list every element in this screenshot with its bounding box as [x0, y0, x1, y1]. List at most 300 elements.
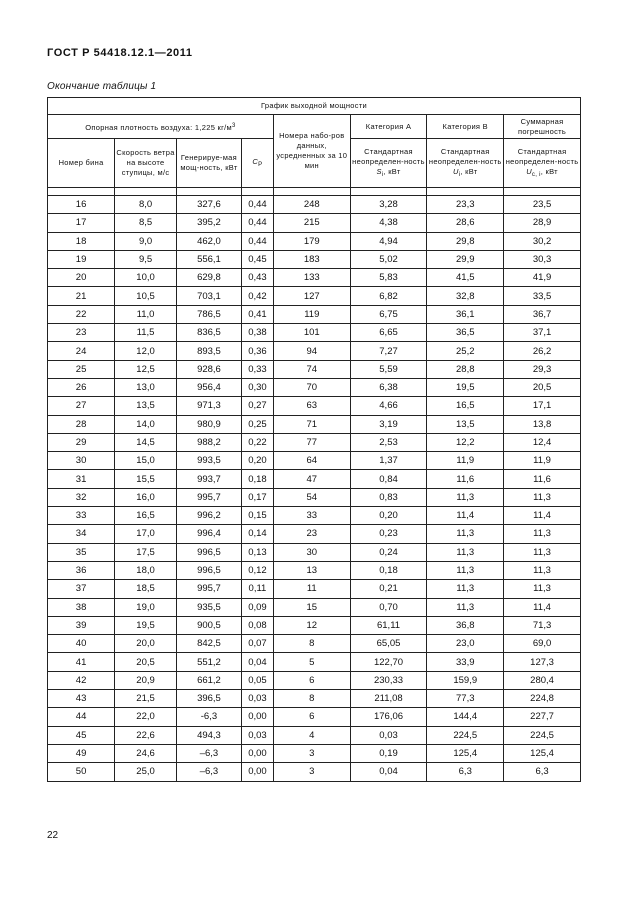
power-output-cell: 556,1: [176, 250, 241, 268]
bin-number-cell: 25: [48, 360, 115, 378]
dataset-count-cell: 70: [273, 378, 350, 396]
table-row: [48, 635, 581, 653]
cp-value-cell: 0,45: [241, 250, 273, 268]
table-row: [48, 580, 581, 598]
cp-value-cell: 0,14: [241, 525, 273, 543]
wind-speed-cell: 20,5: [115, 653, 177, 671]
dataset-count-cell: 127: [273, 287, 350, 305]
cp-value-cell: 0,09: [241, 598, 273, 616]
uncertainty-b-cell: 23,3: [427, 196, 504, 214]
uncertainty-combined-cell: 20,5: [504, 378, 581, 396]
uncertainty-b-cell: 32,8: [427, 287, 504, 305]
power-output-cell: 396,5: [176, 690, 241, 708]
wind-speed-cell: 11,5: [115, 324, 177, 342]
wind-speed-cell: 20,9: [115, 671, 177, 689]
power-output-cell: 462,0: [176, 232, 241, 250]
power-output-cell: 551,2: [176, 653, 241, 671]
power-output-cell: 703,1: [176, 287, 241, 305]
uncertainty-combined-cell: 224,8: [504, 690, 581, 708]
power-output-cell: 996,2: [176, 507, 241, 525]
wind-speed-cell: 8,5: [115, 214, 177, 232]
bin-number-cell: 49: [48, 744, 115, 762]
table-title: График выходной мощности: [48, 98, 581, 115]
dataset-count-cell: 15: [273, 598, 350, 616]
wind-speed-cell: 9,0: [115, 232, 177, 250]
uncertainty-a-cell: 6,65: [350, 324, 427, 342]
uncertainty-combined-cell: 127,3: [504, 653, 581, 671]
uncertainty-combined-cell: 36,7: [504, 305, 581, 323]
table-row: [48, 470, 581, 488]
dataset-count-cell: 3: [273, 763, 350, 781]
table-row: [48, 305, 581, 323]
dataset-count-cell: 94: [273, 342, 350, 360]
uncertainty-b-cell: 159,9: [427, 671, 504, 689]
wind-speed-cell: 16,0: [115, 488, 177, 506]
bin-number-cell: 17: [48, 214, 115, 232]
uncertainty-a-cell: 0,21: [350, 580, 427, 598]
wind-speed-cell: 9,5: [115, 250, 177, 268]
cp-value-cell: 0,27: [241, 397, 273, 415]
power-output-cell: 993,7: [176, 470, 241, 488]
category-b-header: Категория В: [427, 115, 504, 139]
table-row: [48, 598, 581, 616]
bin-number-cell: 20: [48, 269, 115, 287]
power-output-cell: 996,5: [176, 561, 241, 579]
dataset-count-cell: 30: [273, 543, 350, 561]
uncertainty-combined-cell: 11,3: [504, 561, 581, 579]
uncertainty-b-cell: 11,3: [427, 598, 504, 616]
power-curve-table: [47, 97, 581, 782]
bin-number-cell: 33: [48, 507, 115, 525]
uncertainty-b-cell: 25,2: [427, 342, 504, 360]
wind-speed-cell: 14,5: [115, 433, 177, 451]
cp-value-cell: 0,08: [241, 616, 273, 634]
table-row: [48, 452, 581, 470]
bin-number-cell: 40: [48, 635, 115, 653]
uncertainty-combined-cell: 13,8: [504, 415, 581, 433]
cp-value-cell: 0,12: [241, 561, 273, 579]
cp-value-cell: 0,33: [241, 360, 273, 378]
dataset-count-cell: 77: [273, 433, 350, 451]
bin-number-cell: 32: [48, 488, 115, 506]
uncertainty-a-cell: 0,84: [350, 470, 427, 488]
uncertainty-b-cell: 16,5: [427, 397, 504, 415]
power-output-cell: 928,6: [176, 360, 241, 378]
table-row: [48, 763, 581, 781]
table-row: [48, 653, 581, 671]
cp-value-cell: 0,36: [241, 342, 273, 360]
cp-value-cell: 0,38: [241, 324, 273, 342]
table-row: [48, 671, 581, 689]
uncertainty-b-cell: 12,2: [427, 433, 504, 451]
bin-number-cell: 38: [48, 598, 115, 616]
uncertainty-combined-cell: 11,3: [504, 580, 581, 598]
power-output-cell: 842,5: [176, 635, 241, 653]
uncertainty-a-cell: 5,02: [350, 250, 427, 268]
uncertainty-combined-cell: 33,5: [504, 287, 581, 305]
bin-number-cell: 30: [48, 452, 115, 470]
dataset-count-cell: 119: [273, 305, 350, 323]
uncertainty-a-cell: 0,20: [350, 507, 427, 525]
uncertainty-a-cell: 6,38: [350, 378, 427, 396]
uncertainty-combined-cell: 71,3: [504, 616, 581, 634]
uncertainty-combined-cell: 11,4: [504, 507, 581, 525]
cp-value-cell: 0,43: [241, 269, 273, 287]
bin-number-header: Номер бина: [48, 139, 115, 188]
uncertainty-a-cell: 211,08: [350, 690, 427, 708]
power-output-cell: 893,5: [176, 342, 241, 360]
power-output-cell: 996,5: [176, 543, 241, 561]
uncertainty-b-cell: 28,6: [427, 214, 504, 232]
cp-value-cell: 0,18: [241, 470, 273, 488]
uncertainty-b-cell: 36,1: [427, 305, 504, 323]
uncertainty-a-cell: 7,27: [350, 342, 427, 360]
wind-speed-cell: 10,0: [115, 269, 177, 287]
uncertainty-combined-cell: 11,3: [504, 525, 581, 543]
bin-number-cell: 24: [48, 342, 115, 360]
wind-speed-cell: 12,5: [115, 360, 177, 378]
power-output-cell: 996,4: [176, 525, 241, 543]
table-row: [48, 543, 581, 561]
category-a-header: Категория А: [350, 115, 427, 139]
wind-speed-cell: 15,5: [115, 470, 177, 488]
uncertainty-combined-cell: 11,3: [504, 543, 581, 561]
uncertainty-combined-cell: 30,3: [504, 250, 581, 268]
uncertainty-b-cell: 23,0: [427, 635, 504, 653]
bin-number-cell: 34: [48, 525, 115, 543]
dataset-count-cell: 6: [273, 671, 350, 689]
wind-speed-cell: 14,0: [115, 415, 177, 433]
uncertainty-b-cell: 29,8: [427, 232, 504, 250]
bin-number-cell: 50: [48, 763, 115, 781]
wind-speed-header: Скорость ветра на высоте ступицы, м/с: [115, 139, 177, 188]
dataset-count-cell: 33: [273, 507, 350, 525]
cp-value-cell: 0,44: [241, 214, 273, 232]
power-output-cell: 900,5: [176, 616, 241, 634]
uncertainty-a-cell: 3,28: [350, 196, 427, 214]
bin-number-cell: 36: [48, 561, 115, 579]
cp-value-cell: 0,20: [241, 452, 273, 470]
table-row: [48, 433, 581, 451]
uncertainty-combined-cell: 28,9: [504, 214, 581, 232]
dataset-count-cell: 54: [273, 488, 350, 506]
cp-value-cell: 0,04: [241, 653, 273, 671]
cp-value-cell: 0,00: [241, 708, 273, 726]
uncertainty-a-cell: 3,19: [350, 415, 427, 433]
uncertainty-a-cell: 1,37: [350, 452, 427, 470]
uncertainty-a-cell: 230,33: [350, 671, 427, 689]
uncertainty-combined-cell: 17,1: [504, 397, 581, 415]
uncertainty-combined-cell: 280,4: [504, 671, 581, 689]
uncertainty-a-cell: 176,06: [350, 708, 427, 726]
table-row: [48, 342, 581, 360]
uncertainty-b-cell: 11,3: [427, 525, 504, 543]
bin-number-cell: 22: [48, 305, 115, 323]
table-row: [48, 525, 581, 543]
uncertainty-b-cell: 224,5: [427, 726, 504, 744]
dataset-count-cell: 3: [273, 744, 350, 762]
power-output-cell: -6,3: [176, 708, 241, 726]
table-row: [48, 196, 581, 214]
uncertainty-b-cell: 41,5: [427, 269, 504, 287]
uncertainty-b-cell: 11,3: [427, 543, 504, 561]
power-output-cell: 993,5: [176, 452, 241, 470]
table-row: [48, 232, 581, 250]
uncertainty-b-cell: 125,4: [427, 744, 504, 762]
bin-number-cell: 35: [48, 543, 115, 561]
uncertainty-a-cell: 0,24: [350, 543, 427, 561]
uncertainty-combined-cell: 11,4: [504, 598, 581, 616]
uncertainty-combined-cell: 69,0: [504, 635, 581, 653]
table-row: [48, 287, 581, 305]
table-row: [48, 726, 581, 744]
uncertainty-b-cell: 144,4: [427, 708, 504, 726]
cp-value-cell: 0,17: [241, 488, 273, 506]
uncertainty-b-cell: 11,9: [427, 452, 504, 470]
bin-number-cell: 27: [48, 397, 115, 415]
bin-number-cell: 45: [48, 726, 115, 744]
header-gap: [48, 188, 581, 196]
bin-number-cell: 16: [48, 196, 115, 214]
bin-number-cell: 18: [48, 232, 115, 250]
power-output-cell: 988,2: [176, 433, 241, 451]
table-row: [48, 378, 581, 396]
uncertainty-combined-cell: 11,3: [504, 488, 581, 506]
dataset-count-cell: 11: [273, 580, 350, 598]
uncertainty-combined-cell: 6,3: [504, 763, 581, 781]
wind-speed-cell: 19,0: [115, 598, 177, 616]
power-output-cell: 995,7: [176, 488, 241, 506]
table-row: [48, 269, 581, 287]
wind-speed-cell: 8,0: [115, 196, 177, 214]
air-density-header: Опорная плотность воздуха: 1,225 $кг/м^3$: [48, 115, 274, 139]
dataset-count-cell: 8: [273, 690, 350, 708]
document-header: ГОСТ Р 54418.12.1—2011: [47, 47, 193, 59]
uncertainty-a-cell: 4,38: [350, 214, 427, 232]
dataset-count-cell: 133: [273, 269, 350, 287]
power-output-cell: 956,4: [176, 378, 241, 396]
table-row: [48, 415, 581, 433]
wind-speed-cell: 24,6: [115, 744, 177, 762]
power-output-cell: 995,7: [176, 580, 241, 598]
uncertainty-a-cell: 0,83: [350, 488, 427, 506]
table-row: [48, 360, 581, 378]
uncertainty-a-cell: 2,53: [350, 433, 427, 451]
uncertainty-a-header: Стандартная неопределен-ность $S_i$, кВт: [350, 139, 427, 188]
table-row: [48, 214, 581, 232]
uncertainty-b-cell: 6,3: [427, 763, 504, 781]
wind-speed-cell: 19,5: [115, 616, 177, 634]
power-output-cell: 980,9: [176, 415, 241, 433]
bin-number-cell: 31: [48, 470, 115, 488]
datasets-header: Номера набо-ров данных, усредненных за 10 мин: [273, 115, 350, 188]
uncertainty-a-cell: 0,03: [350, 726, 427, 744]
power-output-cell: 629,8: [176, 269, 241, 287]
dataset-count-cell: 71: [273, 415, 350, 433]
wind-speed-cell: 22,6: [115, 726, 177, 744]
dataset-count-cell: 8: [273, 635, 350, 653]
power-output-cell: 661,2: [176, 671, 241, 689]
power-output-cell: –6,3: [176, 744, 241, 762]
dataset-count-cell: 47: [273, 470, 350, 488]
uncertainty-combined-cell: 30,2: [504, 232, 581, 250]
power-output-cell: 395,2: [176, 214, 241, 232]
uncertainty-a-cell: 6,82: [350, 287, 427, 305]
uncertainty-b-cell: 28,8: [427, 360, 504, 378]
power-output-cell: 494,3: [176, 726, 241, 744]
cp-value-cell: 0,44: [241, 232, 273, 250]
power-output-cell: 935,5: [176, 598, 241, 616]
bin-number-cell: 26: [48, 378, 115, 396]
wind-speed-cell: 15,0: [115, 452, 177, 470]
dataset-count-cell: 5: [273, 653, 350, 671]
uncertainty-a-cell: 4,94: [350, 232, 427, 250]
wind-speed-cell: 17,5: [115, 543, 177, 561]
dataset-count-cell: 74: [273, 360, 350, 378]
dataset-count-cell: 101: [273, 324, 350, 342]
cp-value-cell: 0,00: [241, 763, 273, 781]
uncertainty-b-cell: 13,5: [427, 415, 504, 433]
power-output-cell: 971,3: [176, 397, 241, 415]
uncertainty-b-cell: 11,3: [427, 488, 504, 506]
uncertainty-combined-cell: 11,9: [504, 452, 581, 470]
wind-speed-cell: 16,5: [115, 507, 177, 525]
table-row: [48, 708, 581, 726]
uncertainty-combined-cell: 12,4: [504, 433, 581, 451]
uncertainty-a-cell: 0,18: [350, 561, 427, 579]
dataset-count-cell: 4: [273, 726, 350, 744]
uncertainty-combined-cell: 41,9: [504, 269, 581, 287]
bin-number-cell: 44: [48, 708, 115, 726]
table-row: [48, 616, 581, 634]
cp-value-cell: 0,42: [241, 287, 273, 305]
uncertainty-combined-cell: 11,6: [504, 470, 581, 488]
uncertainty-a-cell: 0,19: [350, 744, 427, 762]
cp-header: $C_P$: [241, 139, 273, 188]
dataset-count-cell: 248: [273, 196, 350, 214]
cp-value-cell: 0,03: [241, 690, 273, 708]
table-row: [48, 397, 581, 415]
wind-speed-cell: 17,0: [115, 525, 177, 543]
uncertainty-a-cell: 122,70: [350, 653, 427, 671]
cp-value-cell: 0,03: [241, 726, 273, 744]
uncertainty-a-cell: 5,59: [350, 360, 427, 378]
cp-value-cell: 0,05: [241, 671, 273, 689]
uncertainty-combined-cell: 23,5: [504, 196, 581, 214]
uncertainty-combined-header: Стандартная неопределен-ность $U_{c, i}$, кВт: [504, 139, 581, 188]
uncertainty-combined-cell: 37,1: [504, 324, 581, 342]
table-row: [48, 744, 581, 762]
table-caption: Окончание таблицы 1: [47, 81, 157, 92]
uncertainty-b-cell: 36,5: [427, 324, 504, 342]
cp-value-cell: 0,00: [241, 744, 273, 762]
uncertainty-a-cell: 6,75: [350, 305, 427, 323]
uncertainty-b-cell: 11,3: [427, 580, 504, 598]
uncertainty-b-cell: 11,6: [427, 470, 504, 488]
dataset-count-cell: 64: [273, 452, 350, 470]
bin-number-cell: 21: [48, 287, 115, 305]
uncertainty-a-cell: 0,04: [350, 763, 427, 781]
table-row: [48, 507, 581, 525]
dataset-count-cell: 23: [273, 525, 350, 543]
uncertainty-combined-cell: 227,7: [504, 708, 581, 726]
uncertainty-b-cell: 36,8: [427, 616, 504, 634]
bin-number-cell: 43: [48, 690, 115, 708]
bin-number-cell: 29: [48, 433, 115, 451]
wind-speed-cell: 18,0: [115, 561, 177, 579]
wind-speed-cell: 18,5: [115, 580, 177, 598]
uncertainty-a-cell: 5,83: [350, 269, 427, 287]
bin-number-cell: 19: [48, 250, 115, 268]
uncertainty-b-cell: 11,4: [427, 507, 504, 525]
dataset-count-cell: 215: [273, 214, 350, 232]
bin-number-cell: 23: [48, 324, 115, 342]
uncertainty-a-cell: 4,66: [350, 397, 427, 415]
bin-number-cell: 41: [48, 653, 115, 671]
dataset-count-cell: 12: [273, 616, 350, 634]
power-output-cell: 327,6: [176, 196, 241, 214]
wind-speed-cell: 21,5: [115, 690, 177, 708]
wind-speed-cell: 13,0: [115, 378, 177, 396]
wind-speed-cell: 25,0: [115, 763, 177, 781]
bin-number-cell: 37: [48, 580, 115, 598]
cp-value-cell: 0,41: [241, 305, 273, 323]
dataset-count-cell: 63: [273, 397, 350, 415]
cp-value-cell: 0,13: [241, 543, 273, 561]
cp-value-cell: 0,07: [241, 635, 273, 653]
uncertainty-b-cell: 77,3: [427, 690, 504, 708]
uncertainty-combined-cell: 224,5: [504, 726, 581, 744]
power-output-cell: –6,3: [176, 763, 241, 781]
bin-number-cell: 28: [48, 415, 115, 433]
bin-number-cell: 42: [48, 671, 115, 689]
dataset-count-cell: 183: [273, 250, 350, 268]
uncertainty-b-cell: 33,9: [427, 653, 504, 671]
power-output-header: Генерируе-мая мощ-ность, кВт: [176, 139, 241, 188]
dataset-count-cell: 6: [273, 708, 350, 726]
power-output-cell: 836,5: [176, 324, 241, 342]
bin-number-cell: 39: [48, 616, 115, 634]
cp-value-cell: 0,44: [241, 196, 273, 214]
cp-value-cell: 0,30: [241, 378, 273, 396]
table-row: [48, 250, 581, 268]
uncertainty-b-header: Стандартная неопределен-ность $U_i$, кВт: [427, 139, 504, 188]
wind-speed-cell: 22,0: [115, 708, 177, 726]
table-row: [48, 324, 581, 342]
uncertainty-combined-cell: 29,3: [504, 360, 581, 378]
uncertainty-b-cell: 11,3: [427, 561, 504, 579]
dataset-count-cell: 179: [273, 232, 350, 250]
uncertainty-b-cell: 29,9: [427, 250, 504, 268]
total-uncertainty-header: Суммарная погрешность: [504, 115, 581, 139]
cp-value-cell: 0,11: [241, 580, 273, 598]
wind-speed-cell: 11,0: [115, 305, 177, 323]
uncertainty-combined-cell: 125,4: [504, 744, 581, 762]
table-row: [48, 690, 581, 708]
uncertainty-b-cell: 19,5: [427, 378, 504, 396]
cp-value-cell: 0,25: [241, 415, 273, 433]
uncertainty-a-cell: 61,11: [350, 616, 427, 634]
uncertainty-a-cell: 65,05: [350, 635, 427, 653]
table-row: [48, 561, 581, 579]
cp-value-cell: 0,22: [241, 433, 273, 451]
wind-speed-cell: 20,0: [115, 635, 177, 653]
wind-speed-cell: 10,5: [115, 287, 177, 305]
page-number: 22: [47, 830, 59, 841]
power-output-cell: 786,5: [176, 305, 241, 323]
dataset-count-cell: 13: [273, 561, 350, 579]
table-row: [48, 488, 581, 506]
